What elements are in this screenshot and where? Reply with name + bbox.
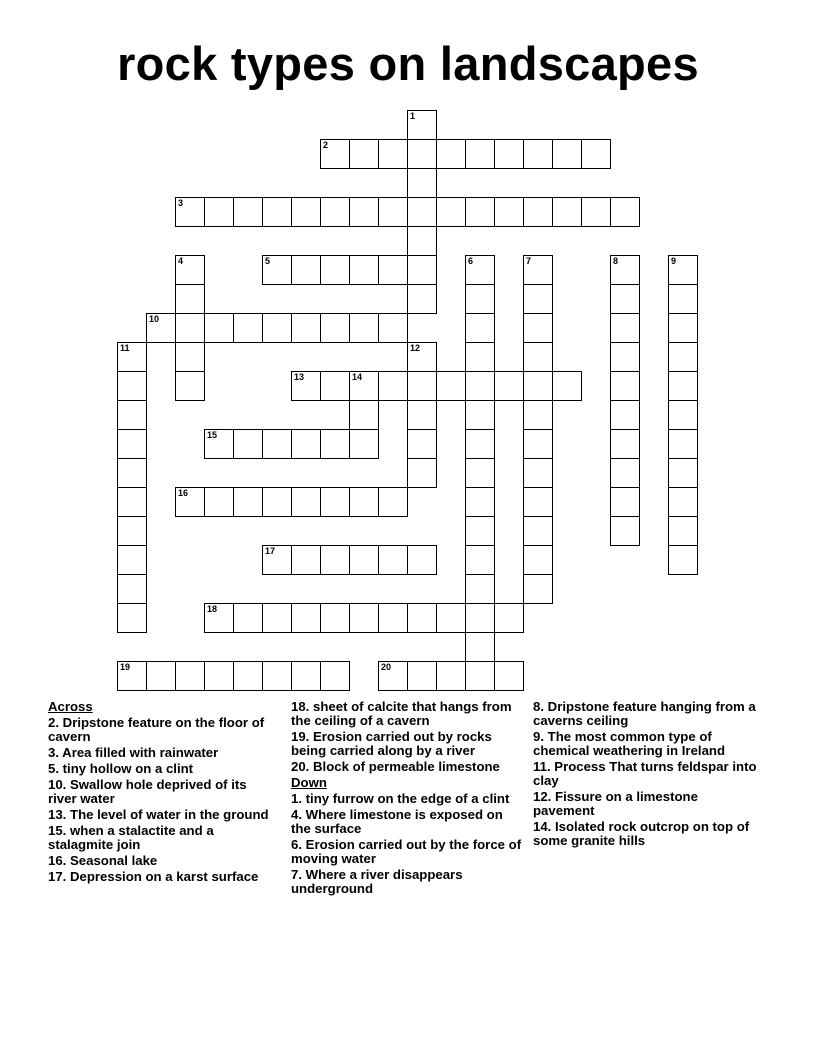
grid-cell[interactable] <box>465 545 495 575</box>
grid-cell[interactable] <box>233 661 263 691</box>
grid-cell[interactable] <box>262 661 292 691</box>
across-clue <box>48 870 276 884</box>
grid-cell[interactable] <box>610 458 640 488</box>
grid-cell[interactable] <box>407 139 437 169</box>
clue-label-number: 19. <box>291 729 310 744</box>
grid-cell[interactable] <box>175 197 205 227</box>
grid-cell[interactable] <box>262 255 292 285</box>
grid-cell[interactable] <box>523 516 553 546</box>
grid-cell[interactable] <box>320 603 350 633</box>
across-clue <box>291 700 523 728</box>
grid-cell[interactable] <box>291 371 321 401</box>
grid-cell[interactable] <box>465 429 495 459</box>
clue-label-number: 11. <box>533 759 551 774</box>
grid-cell[interactable] <box>465 458 495 488</box>
grid-cell[interactable] <box>465 139 495 169</box>
grid-cell[interactable] <box>175 284 205 314</box>
across-clue <box>48 808 276 822</box>
grid-cell[interactable] <box>407 197 437 227</box>
grid-cell[interactable] <box>610 342 640 372</box>
grid-cell[interactable] <box>233 313 263 343</box>
grid-cell[interactable] <box>581 197 611 227</box>
grid-cell[interactable] <box>523 313 553 343</box>
grid-cell[interactable] <box>349 371 379 401</box>
grid-cell[interactable] <box>117 516 147 546</box>
clue-text: Dripstone feature hanging from a caverns ceiling <box>533 699 756 728</box>
clue-text: The level of water in the ground <box>66 807 269 822</box>
grid-cell[interactable] <box>610 400 640 430</box>
grid-cell[interactable] <box>291 603 321 633</box>
grid-cell[interactable] <box>233 487 263 517</box>
grid-cell[interactable] <box>117 458 147 488</box>
grid-cell[interactable] <box>204 429 234 459</box>
clue-number: 6 <box>468 256 474 266</box>
across-clue <box>48 746 276 760</box>
clue-text: Erosion carried out by rocks being carried along by a river <box>291 729 492 758</box>
grid-cell[interactable] <box>581 139 611 169</box>
grid-cell[interactable] <box>465 632 495 662</box>
grid-cell[interactable] <box>407 371 437 401</box>
grid-cell[interactable] <box>523 545 553 575</box>
grid-cell[interactable] <box>523 197 553 227</box>
clue-text: tiny furrow on the edge of a clint <box>302 791 510 806</box>
grid-cell[interactable] <box>407 110 437 140</box>
grid-cell[interactable] <box>320 255 350 285</box>
grid-cell[interactable] <box>610 313 640 343</box>
down-clue <box>291 838 523 866</box>
grid-cell[interactable] <box>494 661 524 691</box>
grid-cell[interactable] <box>494 603 524 633</box>
grid-cell[interactable] <box>465 661 495 691</box>
grid-cell[interactable] <box>668 284 698 314</box>
grid-cell[interactable] <box>465 574 495 604</box>
clue-text: when a stalactite and a stalagmite join <box>48 823 214 852</box>
grid-cell[interactable] <box>320 545 350 575</box>
grid-cell[interactable] <box>494 139 524 169</box>
across-clue <box>48 854 276 868</box>
grid-cell[interactable] <box>407 284 437 314</box>
grid-cell[interactable] <box>465 603 495 633</box>
grid-cell[interactable] <box>668 371 698 401</box>
clue-label-number: 16. <box>48 853 67 868</box>
grid-cell[interactable] <box>494 371 524 401</box>
clue-number: 17 <box>265 546 276 556</box>
grid-cell[interactable] <box>465 487 495 517</box>
down-heading: Down <box>291 775 327 790</box>
grid-cell[interactable] <box>668 255 698 285</box>
grid-cell[interactable] <box>175 487 205 517</box>
clue-text: Fissure on a limestone pavement <box>533 789 698 818</box>
clue-text: Block of permeable limestone <box>309 759 500 774</box>
clue-number: 18 <box>207 604 218 614</box>
clue-number: 16 <box>178 488 189 498</box>
grid-cell[interactable] <box>668 342 698 372</box>
grid-cell[interactable] <box>320 371 350 401</box>
grid-cell[interactable] <box>262 429 292 459</box>
grid-cell[interactable] <box>610 255 640 285</box>
grid-cell[interactable] <box>291 487 321 517</box>
grid-cell[interactable] <box>117 545 147 575</box>
grid-cell[interactable] <box>465 284 495 314</box>
grid-cell[interactable] <box>378 139 408 169</box>
grid-cell[interactable] <box>523 487 553 517</box>
across-clue <box>291 760 523 774</box>
grid-cell[interactable] <box>291 313 321 343</box>
clue-text: Swallow hole deprived of its river water <box>48 777 247 806</box>
grid-cell[interactable] <box>465 255 495 285</box>
clue-label-number: 10. <box>48 777 67 792</box>
clue-text: Dripstone feature on the floor of cavern <box>48 715 265 744</box>
grid-cell[interactable] <box>523 574 553 604</box>
grid-cell[interactable] <box>117 574 147 604</box>
across-clue <box>48 824 276 852</box>
clue-label-number: 7. <box>291 867 302 882</box>
grid-cell[interactable] <box>378 197 408 227</box>
clue-number: 14 <box>352 372 363 382</box>
clue-text: sheet of calcite that hangs from the ceiling of a cavern <box>291 699 512 728</box>
clue-text: Where a river disappears underground <box>291 867 463 896</box>
across-clue <box>48 762 276 776</box>
grid-cell[interactable] <box>320 487 350 517</box>
clue-label-number: 18. <box>291 699 310 714</box>
grid-cell[interactable] <box>262 487 292 517</box>
grid-cell[interactable] <box>233 197 263 227</box>
grid-cell[interactable] <box>668 400 698 430</box>
grid-cell[interactable] <box>146 313 176 343</box>
clue-label-number: 12. <box>533 789 552 804</box>
down-clue <box>533 700 758 728</box>
clue-text: Depression on a karst surface <box>66 869 259 884</box>
across-clue <box>48 716 276 744</box>
grid-cell[interactable] <box>291 255 321 285</box>
grid-cell[interactable] <box>262 545 292 575</box>
grid-cell[interactable] <box>436 371 466 401</box>
grid-cell[interactable] <box>407 400 437 430</box>
grid-cell[interactable] <box>610 197 640 227</box>
grid-cell[interactable] <box>407 168 437 198</box>
grid-cell[interactable] <box>204 661 234 691</box>
grid-cell[interactable] <box>523 255 553 285</box>
clue-number: 1 <box>410 111 416 121</box>
grid-cell[interactable] <box>610 516 640 546</box>
down-clue <box>533 760 758 788</box>
across-clue <box>48 778 276 806</box>
clue-text: Process That turns feldspar into clay <box>533 759 757 788</box>
clue-number: 5 <box>265 256 271 266</box>
grid-cell[interactable] <box>610 371 640 401</box>
clue-text: Isolated rock outcrop on top of some granite hills <box>533 819 750 848</box>
grid-cell[interactable] <box>407 342 437 372</box>
grid-cell[interactable] <box>407 603 437 633</box>
grid-cell[interactable] <box>523 458 553 488</box>
grid-cell[interactable] <box>175 661 205 691</box>
grid-cell[interactable] <box>117 371 147 401</box>
across-clue <box>291 730 523 758</box>
grid-cell[interactable] <box>378 661 408 691</box>
clue-label-number: 14. <box>533 819 552 834</box>
grid-cell[interactable] <box>320 139 350 169</box>
grid-cell[interactable] <box>407 429 437 459</box>
clue-number: 19 <box>120 662 131 672</box>
grid-cell[interactable] <box>204 603 234 633</box>
grid-cell[interactable] <box>407 226 437 256</box>
grid-cell[interactable] <box>668 487 698 517</box>
grid-cell[interactable] <box>204 487 234 517</box>
grid-cell[interactable] <box>465 313 495 343</box>
clue-number: 10 <box>149 314 160 324</box>
grid-cell[interactable] <box>117 603 147 633</box>
clue-number: 15 <box>207 430 218 440</box>
clue-label-number: 17. <box>48 869 67 884</box>
clue-label-number: 4. <box>291 807 302 822</box>
grid-cell[interactable] <box>552 197 582 227</box>
grid-cell[interactable] <box>668 545 698 575</box>
grid-cell[interactable] <box>407 545 437 575</box>
grid-cell[interactable] <box>378 487 408 517</box>
grid-cell[interactable] <box>465 342 495 372</box>
clue-number: 7 <box>526 256 532 266</box>
clue-label-number: 20. <box>291 759 310 774</box>
clue-label-number: 8. <box>533 699 544 714</box>
grid-cell[interactable] <box>349 429 379 459</box>
clue-number: 11 <box>120 343 130 353</box>
grid-cell[interactable] <box>610 284 640 314</box>
grid-cell[interactable] <box>349 255 379 285</box>
grid-cell[interactable] <box>175 342 205 372</box>
down-clue <box>291 808 523 836</box>
grid-cell[interactable] <box>117 661 147 691</box>
grid-cell[interactable] <box>436 197 466 227</box>
grid-cell[interactable] <box>291 545 321 575</box>
grid-cell[interactable] <box>117 342 147 372</box>
grid-cell[interactable] <box>204 313 234 343</box>
grid-cell[interactable] <box>523 400 553 430</box>
clue-text: Area filled with rainwater <box>59 745 219 760</box>
grid-cell[interactable] <box>523 284 553 314</box>
clue-text: Erosion carried out by the force of moving water <box>291 837 522 866</box>
grid-cell[interactable] <box>146 661 176 691</box>
grid-cell[interactable] <box>349 139 379 169</box>
down-clue <box>291 868 523 896</box>
grid-cell[interactable] <box>175 255 205 285</box>
clue-label-number: 1. <box>291 791 302 806</box>
grid-cell[interactable] <box>291 197 321 227</box>
across-heading: Across <box>48 699 93 714</box>
grid-cell[interactable] <box>668 458 698 488</box>
grid-cell[interactable] <box>465 516 495 546</box>
grid-cell[interactable] <box>349 545 379 575</box>
grid-cell[interactable] <box>610 429 640 459</box>
clue-label-number: 6. <box>291 837 302 852</box>
grid-cell[interactable] <box>175 313 205 343</box>
clue-number: 4 <box>178 256 184 266</box>
clue-label-number: 3. <box>48 745 59 760</box>
grid-cell[interactable] <box>378 603 408 633</box>
grid-cell[interactable] <box>465 371 495 401</box>
grid-cell[interactable] <box>262 197 292 227</box>
clue-label-number: 2. <box>48 715 59 730</box>
grid-cell[interactable] <box>523 371 553 401</box>
clue-text: The most common type of chemical weathering in Ireland <box>533 729 726 758</box>
grid-cell[interactable] <box>320 197 350 227</box>
grid-cell[interactable] <box>552 371 582 401</box>
down-clue <box>533 790 758 818</box>
clue-text: tiny hollow on a clint <box>59 761 194 776</box>
down-clue <box>533 820 758 848</box>
grid-cell[interactable] <box>291 661 321 691</box>
grid-cell[interactable] <box>204 197 234 227</box>
clue-label-number: 9. <box>533 729 544 744</box>
clue-text: Where limestone is exposed on the surface <box>291 807 503 836</box>
grid-cell[interactable] <box>117 400 147 430</box>
grid-cell[interactable] <box>378 371 408 401</box>
grid-cell[interactable] <box>436 661 466 691</box>
clue-number: 3 <box>178 198 184 208</box>
grid-cell[interactable] <box>378 255 408 285</box>
clue-number: 9 <box>671 256 677 266</box>
grid-cell[interactable] <box>262 603 292 633</box>
grid-cell[interactable] <box>291 429 321 459</box>
grid-cell[interactable] <box>668 313 698 343</box>
grid-cell[interactable] <box>262 313 292 343</box>
grid-cell[interactable] <box>320 313 350 343</box>
grid-cell[interactable] <box>175 371 205 401</box>
clue-number: 13 <box>294 372 305 382</box>
grid-cell[interactable] <box>349 400 379 430</box>
grid-cell[interactable] <box>378 545 408 575</box>
grid-cell[interactable] <box>320 661 350 691</box>
grid-cell[interactable] <box>523 429 553 459</box>
clue-number: 2 <box>323 140 329 150</box>
grid-cell[interactable] <box>407 661 437 691</box>
grid-cell[interactable] <box>436 603 466 633</box>
clue-text: Seasonal lake <box>66 853 158 868</box>
grid-cell[interactable] <box>378 313 408 343</box>
grid-cell[interactable] <box>552 139 582 169</box>
grid-cell[interactable] <box>465 400 495 430</box>
grid-cell[interactable] <box>117 429 147 459</box>
puzzle-title: rock types on landscapes <box>117 37 699 90</box>
grid-cell[interactable] <box>117 487 147 517</box>
clue-number: 8 <box>613 256 619 266</box>
grid-cell[interactable] <box>349 197 379 227</box>
clue-label-number: 5. <box>48 761 59 776</box>
grid-cell[interactable] <box>233 603 263 633</box>
grid-cell[interactable] <box>523 342 553 372</box>
grid-cell[interactable] <box>668 516 698 546</box>
clue-column-3 <box>533 700 758 850</box>
clue-column-2 <box>291 700 523 898</box>
grid-cell[interactable] <box>233 429 263 459</box>
grid-cell[interactable] <box>523 139 553 169</box>
grid-cell[interactable] <box>349 603 379 633</box>
grid-cell[interactable] <box>465 197 495 227</box>
grid-cell[interactable] <box>668 429 698 459</box>
grid-cell[interactable] <box>436 139 466 169</box>
clue-number: 12 <box>410 343 421 353</box>
grid-cell[interactable] <box>494 197 524 227</box>
grid-cell[interactable] <box>349 487 379 517</box>
clue-label-number: 13. <box>48 807 67 822</box>
clue-column-1 <box>48 700 276 886</box>
grid-cell[interactable] <box>320 429 350 459</box>
grid-cell[interactable] <box>610 487 640 517</box>
clue-number: 20 <box>381 662 392 672</box>
down-clue <box>291 792 523 806</box>
grid-cell[interactable] <box>349 313 379 343</box>
down-clue <box>533 730 758 758</box>
grid-cell[interactable] <box>407 255 437 285</box>
clue-label-number: 15. <box>48 823 67 838</box>
grid-cell[interactable] <box>407 458 437 488</box>
